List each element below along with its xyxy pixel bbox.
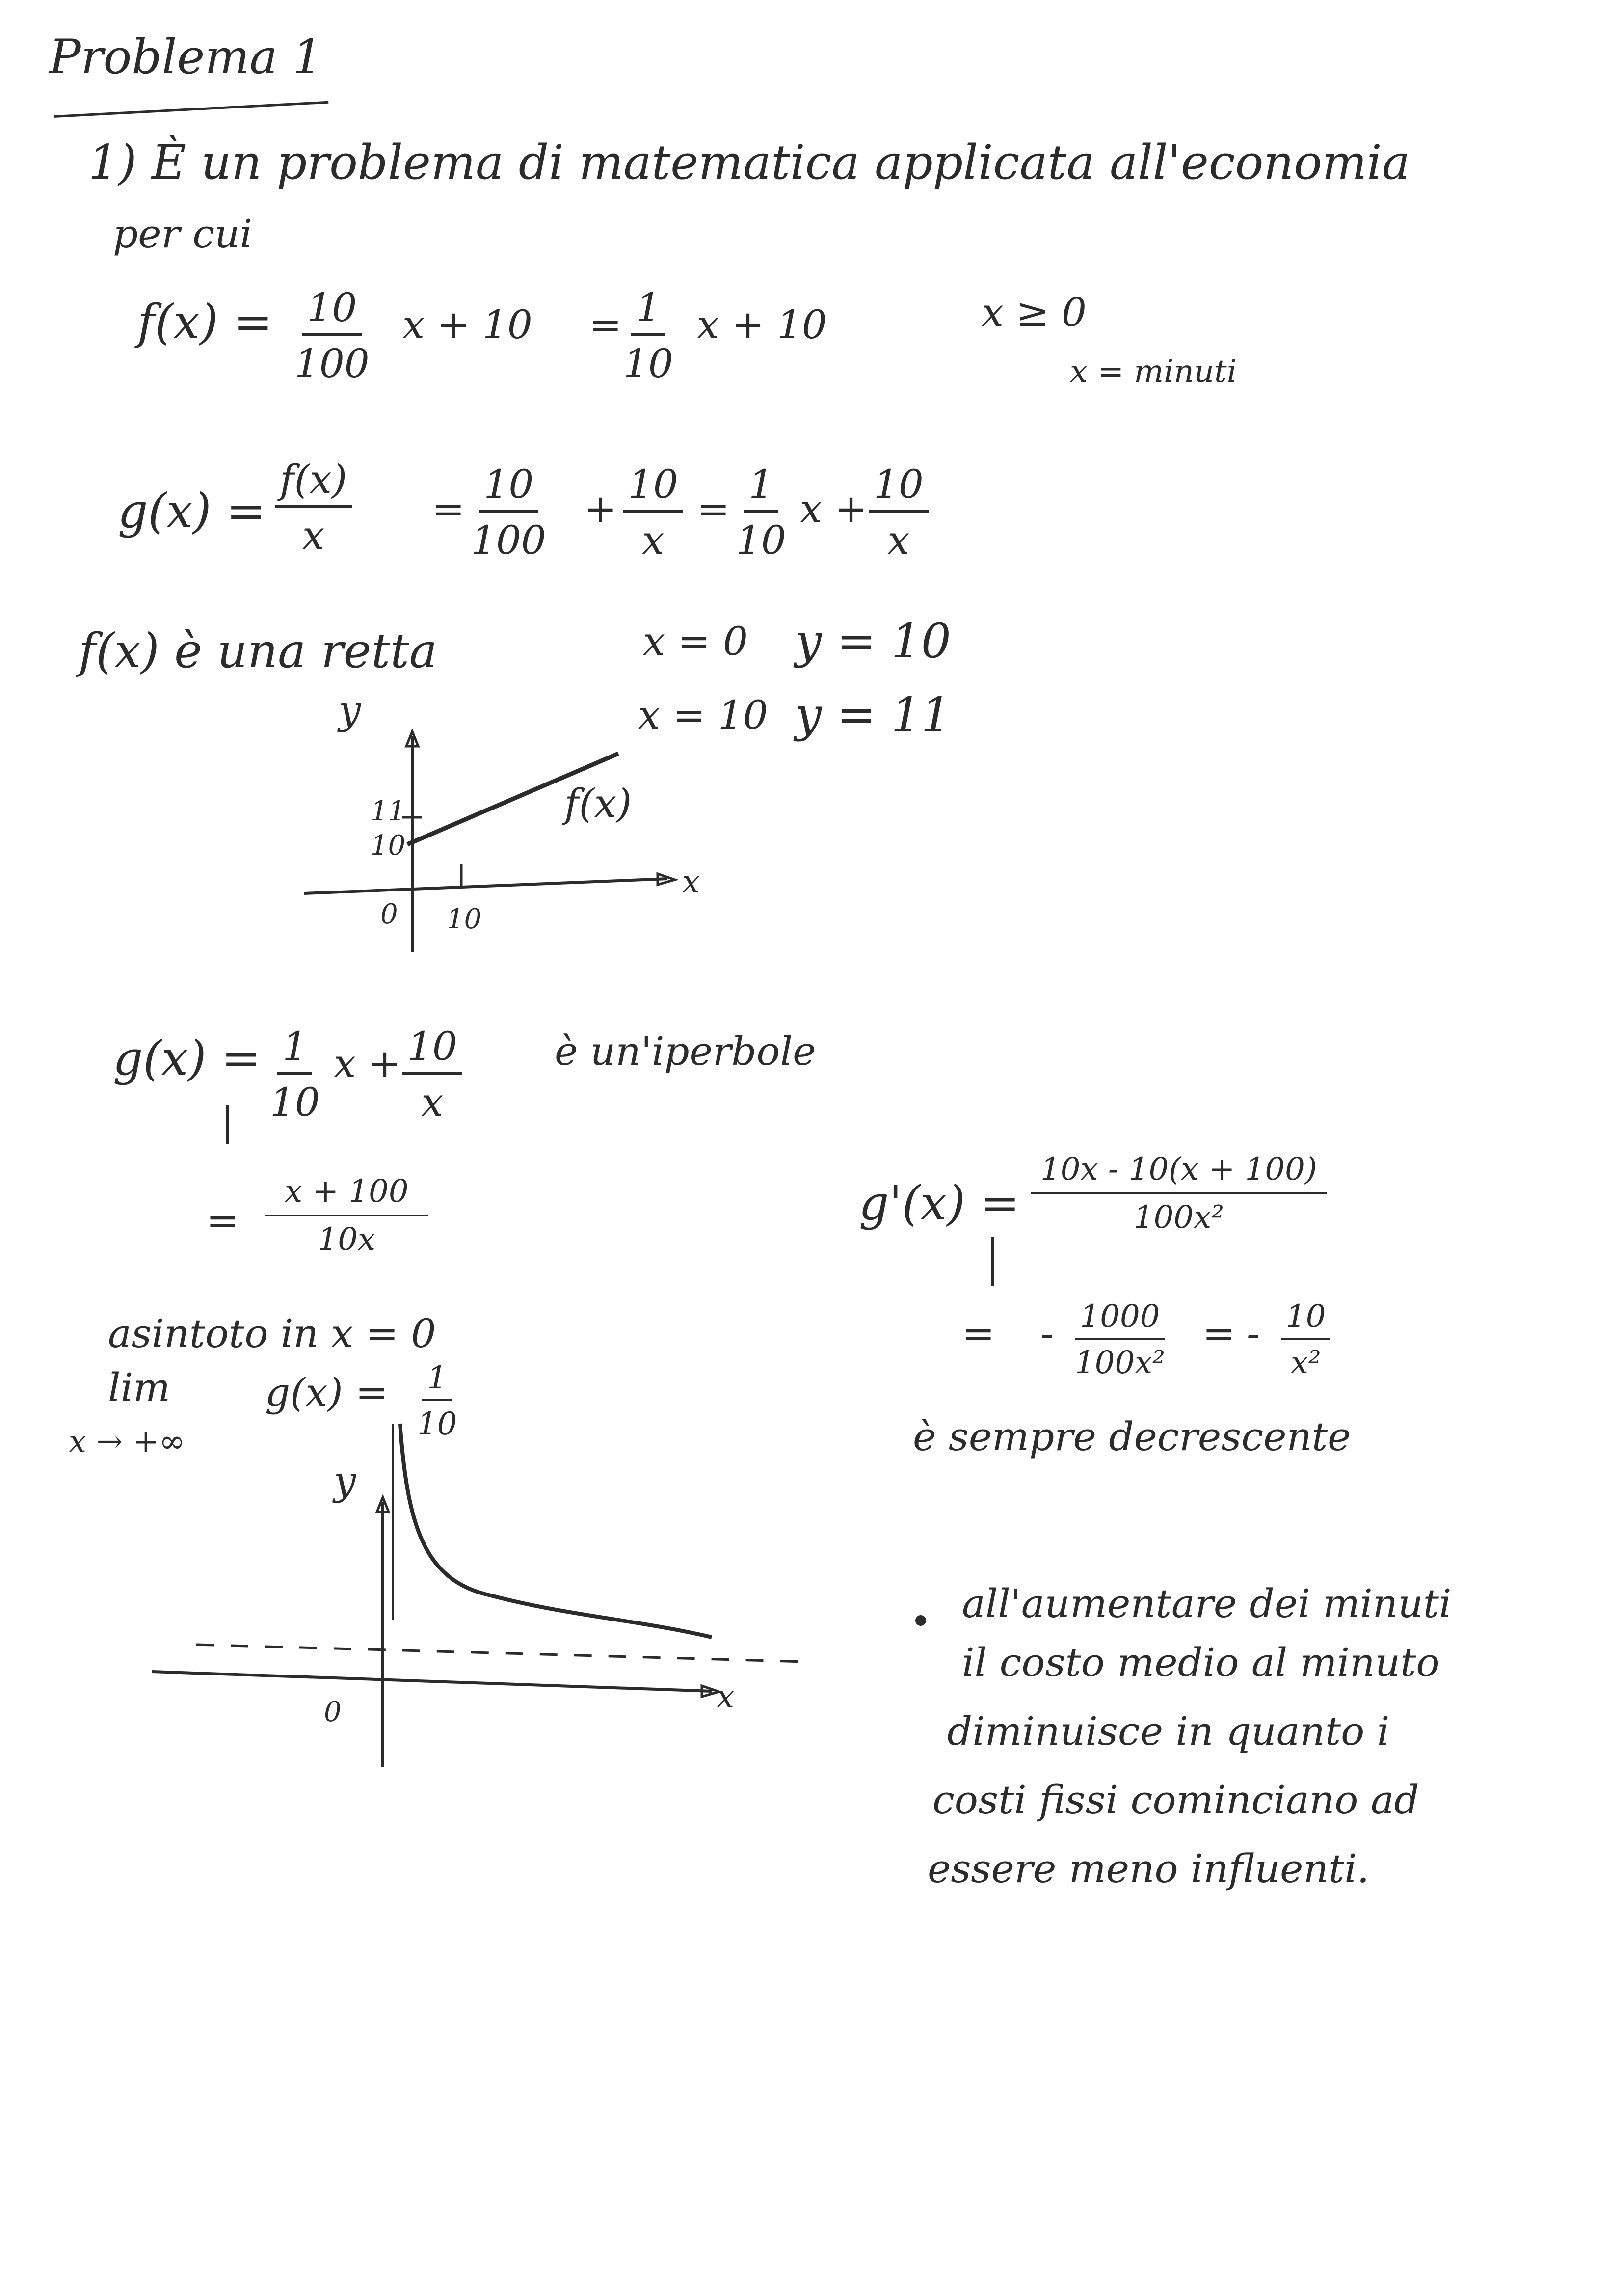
derivative-minus-2: - bbox=[1247, 1311, 1260, 1356]
derivative-lhs: g'(x) = bbox=[859, 1176, 1020, 1231]
f-def-condition: x ≥ 0 bbox=[982, 290, 1087, 335]
f-def-lhs: f(x) = bbox=[137, 295, 273, 350]
g-def-eq-2: = bbox=[697, 486, 730, 532]
f-def-term-1: x + 10 bbox=[402, 302, 532, 348]
derivative-frac-1-num: 10x - 10(x + 100) bbox=[1031, 1151, 1327, 1194]
graph-1-x-tick-label: 10 bbox=[447, 903, 482, 935]
g-def-frac-1-den: x bbox=[302, 513, 325, 558]
g-def-frac-4-num: 1 bbox=[744, 461, 778, 513]
f-def-term-2: x + 10 bbox=[697, 302, 827, 348]
g-iperbole-note: è un'iperbole bbox=[555, 1028, 816, 1074]
derivative-frac-2-den: 100x² bbox=[1075, 1345, 1165, 1381]
g-def-eq: = bbox=[432, 486, 465, 532]
conclusion-line-5: essere meno influenti. bbox=[928, 1846, 1370, 1891]
retta-text: f(x) è una retta bbox=[79, 623, 437, 678]
graph-1-origin-label: 0 bbox=[380, 898, 398, 930]
f-def-frac-1-num: 10 bbox=[302, 285, 362, 336]
asymptote-lim: lim bbox=[108, 1365, 171, 1410]
g-iperbole-frac-2-den: x bbox=[421, 1080, 444, 1125]
retta-p1-x: x = 0 bbox=[643, 619, 748, 664]
graph-2-origin-label: 0 bbox=[324, 1696, 342, 1728]
asymptote-line-1: asintoto in x = 0 bbox=[108, 1311, 436, 1356]
f-def-frac-2-num: 1 bbox=[631, 285, 665, 336]
g-def-lhs: g(x) = bbox=[118, 484, 266, 539]
graph-1-curve-label: f(x) bbox=[564, 781, 632, 826]
asymptote-frac-den: 10 bbox=[417, 1406, 457, 1442]
graph-2-x-label: x bbox=[717, 1679, 735, 1715]
g-iperbole-frac-1-num: 1 bbox=[277, 1024, 312, 1075]
g-iperbole-frac-2-num: 10 bbox=[402, 1024, 462, 1075]
g-def-frac-5-num: 10 bbox=[869, 461, 929, 513]
conclusion-line-4: costi fissi cominciano ad bbox=[932, 1777, 1419, 1823]
f-def-note: x = minuti bbox=[1070, 353, 1237, 390]
g-iperbole-frac-3-num: x + 100 bbox=[265, 1173, 428, 1216]
graph-2-asymptote-dashed bbox=[196, 1645, 805, 1662]
derivative-eq-2: = bbox=[1202, 1311, 1236, 1356]
derivative-minus: - bbox=[1040, 1311, 1054, 1356]
g-def-frac-2-den: 100 bbox=[471, 517, 546, 563]
conclusion-line-2: il costo medio al minuto bbox=[962, 1640, 1440, 1685]
graph-2-curve-gx bbox=[400, 1424, 712, 1637]
derivative-frac-3-num: 10 bbox=[1281, 1298, 1330, 1340]
derivative-eq: = bbox=[962, 1311, 995, 1356]
g-def-plus: + bbox=[584, 486, 617, 532]
asymptote-g-expr: g(x) = bbox=[265, 1370, 389, 1415]
asymptote-frac-num: 1 bbox=[422, 1360, 452, 1401]
g-iperbole-frac-1-den: 10 bbox=[270, 1080, 320, 1125]
retta-p2-x: x = 10 bbox=[638, 692, 768, 738]
g-iperbole-lhs: g(x) = bbox=[113, 1031, 261, 1086]
derivative-frac-2-num: 1000 bbox=[1075, 1298, 1165, 1340]
g-def-frac-2-num: 10 bbox=[479, 461, 538, 513]
g-def-frac-3-den: x bbox=[642, 517, 665, 563]
conclusion-line-1: all'aumentare dei minuti bbox=[962, 1581, 1452, 1626]
retta-p2-y: y = 11 bbox=[795, 687, 951, 742]
g-def-frac-1-num: f(x) bbox=[275, 457, 352, 508]
graph-1-tick-11-label: 11 bbox=[371, 795, 406, 827]
g-iperbole-term: x + bbox=[334, 1041, 401, 1086]
page-title: Problema 1 bbox=[49, 29, 323, 84]
graph-1-x-label: x bbox=[682, 864, 700, 900]
conclusion-bullet bbox=[915, 1615, 926, 1626]
derivative-frac-1-den: 100x² bbox=[1133, 1199, 1224, 1236]
f-def-frac-1-den: 100 bbox=[294, 341, 370, 386]
derivative-note: è sempre decrescente bbox=[913, 1414, 1351, 1459]
intro-line-1: 1) È un problema di matematica applicata all'economia bbox=[88, 135, 1410, 190]
g-def-term-4: x + bbox=[800, 486, 868, 532]
g-def-frac-5-den: x bbox=[887, 517, 910, 563]
g-iperbole-frac-3-den: 10x bbox=[318, 1221, 376, 1258]
graph-2-x-axis bbox=[152, 1672, 712, 1691]
derivative-frac-3-den: x² bbox=[1290, 1345, 1321, 1381]
graph-1-y-label: y bbox=[339, 687, 361, 733]
g-def-frac-4-den: 10 bbox=[736, 517, 786, 563]
f-def-frac-2-den: 10 bbox=[623, 341, 673, 386]
graph-1-tick-10-label: 10 bbox=[371, 830, 406, 862]
g-def-frac-3-num: 10 bbox=[623, 461, 683, 513]
conclusion-line-3: diminuisce in quanto i bbox=[947, 1708, 1390, 1754]
retta-p1-y: y = 10 bbox=[795, 614, 951, 669]
asymptote-lim-sub: x → +∞ bbox=[69, 1424, 186, 1460]
intro-line-2: per cui bbox=[113, 211, 253, 257]
g-iperbole-eq: = bbox=[206, 1198, 239, 1243]
f-def-eq-2: = bbox=[589, 302, 622, 348]
graph-2-y-label: y bbox=[334, 1458, 356, 1504]
